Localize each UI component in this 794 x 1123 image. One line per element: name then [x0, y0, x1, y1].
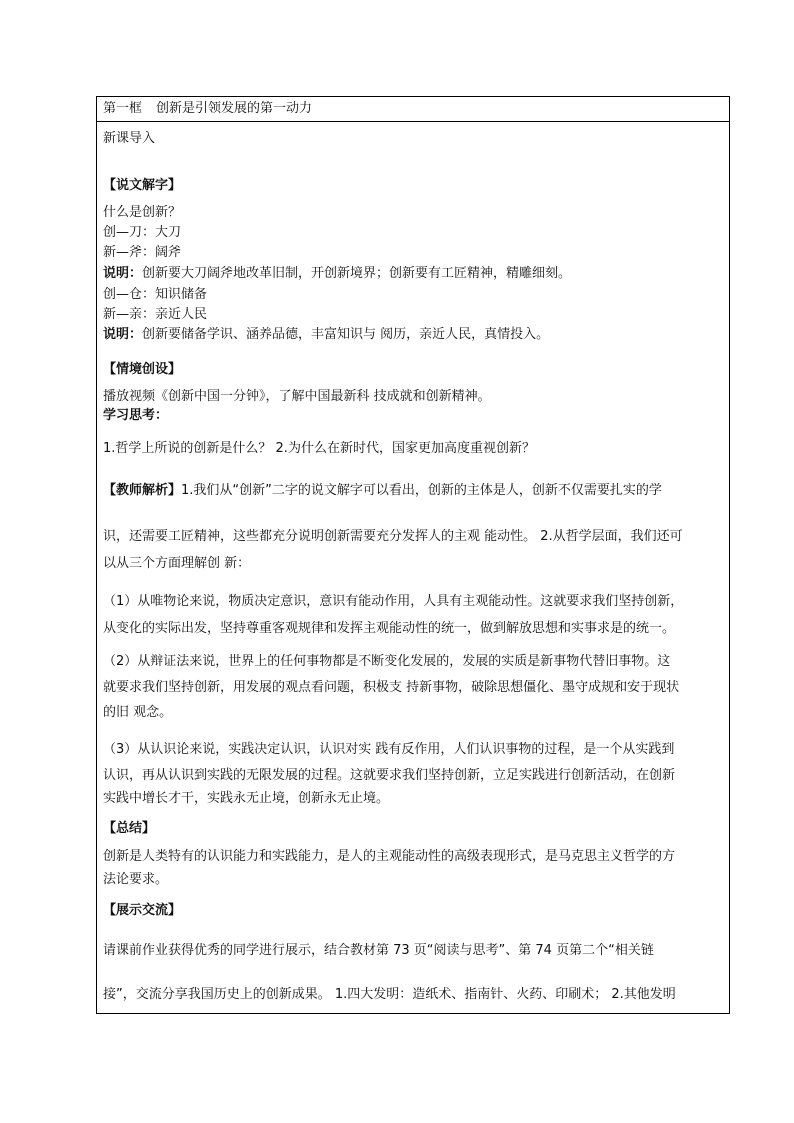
- teacher-text: 1.我们从“创新”二字的说文解字可以看出，创新的主体是人，创新不仅需要扎实的学: [181, 483, 662, 498]
- header-row: [97, 97, 729, 122]
- summary-line-2: 法论要求。: [103, 872, 169, 887]
- point-3-line-3: 实践中增长才干，实践永无止境，创新永无止境。: [103, 791, 390, 806]
- content-cell: [97, 121, 729, 1013]
- shuowen-question: 什么是创新？: [103, 205, 182, 220]
- exchange-line-2: 接”，交流分享我国历史上的创新成果。 1.四大发明：造纸术、指南针、火药、印刷术； 2.其他发明: [103, 987, 676, 1002]
- note-text: 创新要储备学识、涵养品德，丰富知识与 阅历，亲近人民，真情投入。: [142, 327, 550, 342]
- section-heading-situation: 【情境创设】: [103, 362, 182, 377]
- point-1-line-2: 从变化的实际出发，坚持尊重客观规律和发挥主观能动性的统一，做到解放思想和实事求是的统一。: [103, 621, 676, 636]
- section-heading-summary: 【总结】: [103, 821, 156, 836]
- note-label: 说明：: [103, 266, 143, 281]
- lesson-title: 创新是引领发展的第一动力: [156, 101, 313, 116]
- shuowen-line-3: 创—仓：知识储备: [103, 287, 208, 302]
- point-3-line-1: （3）从认识论来说，实践决定认识，认识对实 践有反作用，人们认识事物的过程，是一个从实践到: [103, 742, 675, 757]
- point-2-line-2: 就要求我们坚持创新，用发展的观点看问题，积极支 持新事物，破除思想僵化、墨守成规和安于现状: [103, 680, 680, 695]
- summary-line-1: 创新是人类特有的认识能力和实践能力，是人的主观能动性的高级表现形式，是马克思主义哲学的方: [103, 849, 676, 864]
- teacher-line-1: [103, 483, 662, 499]
- situation-text: 播放视频《创新中国一分钟》，了解中国最新科 技成就和创新精神。: [103, 389, 491, 404]
- shuowen-line-4: 新—亲：亲近人民: [103, 307, 208, 322]
- shuowen-line-1: 创—刀：大刀: [103, 225, 182, 240]
- section-heading-teacher: 【教师解析】: [103, 483, 182, 498]
- header-line: [103, 101, 312, 117]
- point-3-line-2: 认识，再从认识到实践的无限发展的过程。这就要求我们坚持创新，立足实践进行创新活动，在创新: [103, 768, 676, 783]
- lesson-table: [96, 96, 730, 1014]
- shuowen-line-2: 新—斧：阔斧: [103, 245, 182, 260]
- lesson-number: 第一框: [103, 101, 143, 116]
- teacher-line-3: 以从三个方面理解创 新：: [103, 556, 251, 571]
- shuowen-note-2: [103, 327, 549, 343]
- think-label: 学习思考：: [103, 408, 169, 423]
- point-1-line-1: （1）从唯物论来说，物质决定意识，意识有能动作用，人具有主观能动性。这就要求我们坚持创新，: [103, 594, 684, 609]
- exchange-line-1: 请课前作业获得优秀的同学进行展示，结合教材第 73 页“阅读与思考”、第 74 页第二个“相关链: [103, 943, 654, 958]
- teacher-line-2: 识，还需要工匠精神，这些都充分说明创新需要充分发挥人的主观 能动性。 2.从哲学层面，我们还可: [103, 529, 683, 544]
- section-heading-shuowen: 【说文解字】: [103, 178, 182, 193]
- note-text: 创新要大刀阔斧地改革旧制，开创新境界；创新要有工匠精神，精雕细刻。: [142, 266, 572, 281]
- note-label: 说明：: [103, 327, 143, 342]
- intro-label: 新课导入: [103, 131, 156, 146]
- think-questions: 1.哲学上所说的创新是什么？ 2.为什么在新时代，国家更加高度重视创新？: [103, 441, 535, 456]
- shuowen-note-1: [103, 266, 571, 282]
- point-2-line-3: 的旧 观念。: [103, 705, 173, 720]
- point-2-line-1: （2）从辩证法来说，世界上的任何事物都是不断变化发展的，发展的实质是新事物代替旧事物。这: [103, 654, 671, 669]
- section-heading-exchange: 【展示交流】: [103, 903, 182, 918]
